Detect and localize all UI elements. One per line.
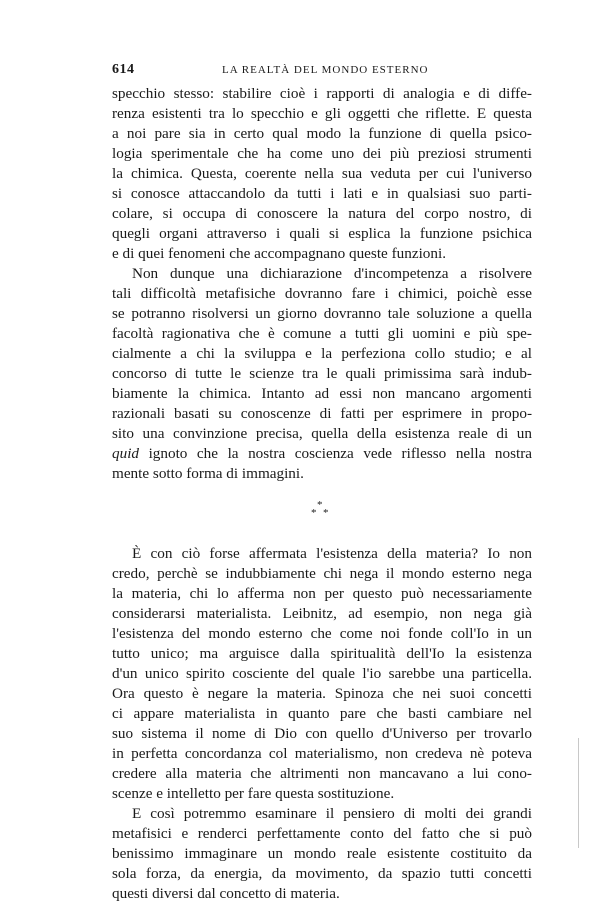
text-line: sito una convinzione precisa, quella della esistenza reale di un xyxy=(112,425,532,442)
text-line: d'un unico spirito cosciente del quale l'io sarebbe una particella. xyxy=(112,665,532,682)
text-line: se potranno risolversi un giorno dovranno tale soluzione a quella xyxy=(112,305,532,322)
text-line: si conosce attaccandolo da tutti i lati e in qualsiasi suo parti- xyxy=(112,185,532,202)
asterism-star: * xyxy=(323,507,329,519)
text-line: biamente la chimica. Intanto ad essi non mancano argomenti xyxy=(112,385,532,402)
text-line: e di quei fenomeni che accompagnano queste funzioni. xyxy=(112,245,446,262)
text-line: credo, perchè se indubbiamente chi nega il mondo esterno nega xyxy=(112,565,532,582)
text-line: benissimo immaginare un mondo reale esistente costituito da xyxy=(112,845,532,862)
text-line: specchio stesso: stabilire cioè i rapporti di analogia e di diffe- xyxy=(112,85,532,102)
text-line: tutto unico; ma arguisce dalla spiritualità dell'Io la esistenza xyxy=(112,645,532,662)
asterism-star: * xyxy=(317,499,323,511)
text-line: sola forza, da energia, da movimento, da spazio tutti concetti xyxy=(112,865,532,882)
text-line: la materia, chi lo afferma non per questo può necessariamente xyxy=(112,585,532,602)
section-break-asterism xyxy=(112,484,532,544)
text-line: in perfetta concordanza col materialismo, non credeva nè poteva xyxy=(112,745,532,762)
quid-italic: quid xyxy=(112,445,140,462)
paragraph-2 xyxy=(112,264,532,484)
text-line: metafisici e renderci perfettamente conto del fatto che si può xyxy=(112,825,532,842)
paragraph-1 xyxy=(112,84,532,264)
text-line: considerarsi materialista. Leibnitz, ad esempio, non nega già xyxy=(112,605,532,622)
text-line: logia sperimentale che ha come uno dei più preziosi strumenti xyxy=(112,145,532,162)
text-line: scenze e intelletto per fare questa sostituzione. xyxy=(112,785,395,802)
text-line: mente sotto forma di immagini. xyxy=(112,465,304,482)
text-line: ci appare materialista in quanto pare che basti cambiare nel xyxy=(112,705,532,722)
text-line: credere alla materia che altrimenti non mancavano a lui cono- xyxy=(112,765,532,782)
text-line: cialmente a chi la sviluppa e la perfeziona collo studio; e al xyxy=(112,345,532,362)
text-line: quegli organi attraverso i quali si esplica la funzione psichica xyxy=(112,225,532,242)
running-title: LA REALTÀ DEL MONDO ESTERNO xyxy=(222,64,429,76)
text-line: razionali basati su conoscenze di fatti per esprimere in propo- xyxy=(112,405,532,422)
text-line-quid xyxy=(112,444,532,464)
text-line: facoltà ragionativa che è comune a tutti gli uomini e più spe- xyxy=(112,325,532,342)
text-line: tali difficoltà metafisiche dovranno fare i chimici, poichè esse xyxy=(112,285,532,302)
text-line: Non dunque una dichiarazione d'incompetenza a risolvere xyxy=(132,265,532,282)
text-line: concorso di tutte le scienze tra le quali primissima sarà indub- xyxy=(112,365,532,382)
text-line: questi diversi dal concetto di materia. xyxy=(112,885,340,902)
page-number: 614 xyxy=(112,62,135,77)
asterism-star: * xyxy=(311,507,317,519)
quid-line-rest: ignoto che la nostra coscienza vede riflesso nella nostra xyxy=(139,445,532,462)
body-text xyxy=(112,84,532,904)
page-header xyxy=(112,62,512,80)
text-line: a noi pare sia in certo qual modo la funzione di quella psico- xyxy=(112,125,532,142)
margin-scan-mark xyxy=(578,738,579,848)
text-line: renza esistenti tra lo specchio e gli oggetti che riflette. E questa xyxy=(112,105,532,122)
text-line: l'esistenza del mondo esterno che come noi fonde coll'Io in un xyxy=(112,625,532,642)
text-line: suo sistema il nome di Dio con quello d'Universo per trovarlo xyxy=(112,725,532,742)
paragraph-4 xyxy=(112,804,532,904)
text-line: È con ciò forse affermata l'esistenza della materia? Io non xyxy=(132,545,532,562)
text-line: E così potremmo esaminare il pensiero di molti dei grandi xyxy=(132,805,532,822)
text-line: Ora questo è negare la materia. Spinoza che nei suoi concetti xyxy=(112,685,532,702)
text-line: la chimica. Questa, coerente nella sua veduta per cui l'universo xyxy=(112,165,532,182)
text-line: colare, si occupa di conoscere la natura del corpo nostro, di xyxy=(112,205,532,222)
paragraph-3 xyxy=(112,544,532,804)
